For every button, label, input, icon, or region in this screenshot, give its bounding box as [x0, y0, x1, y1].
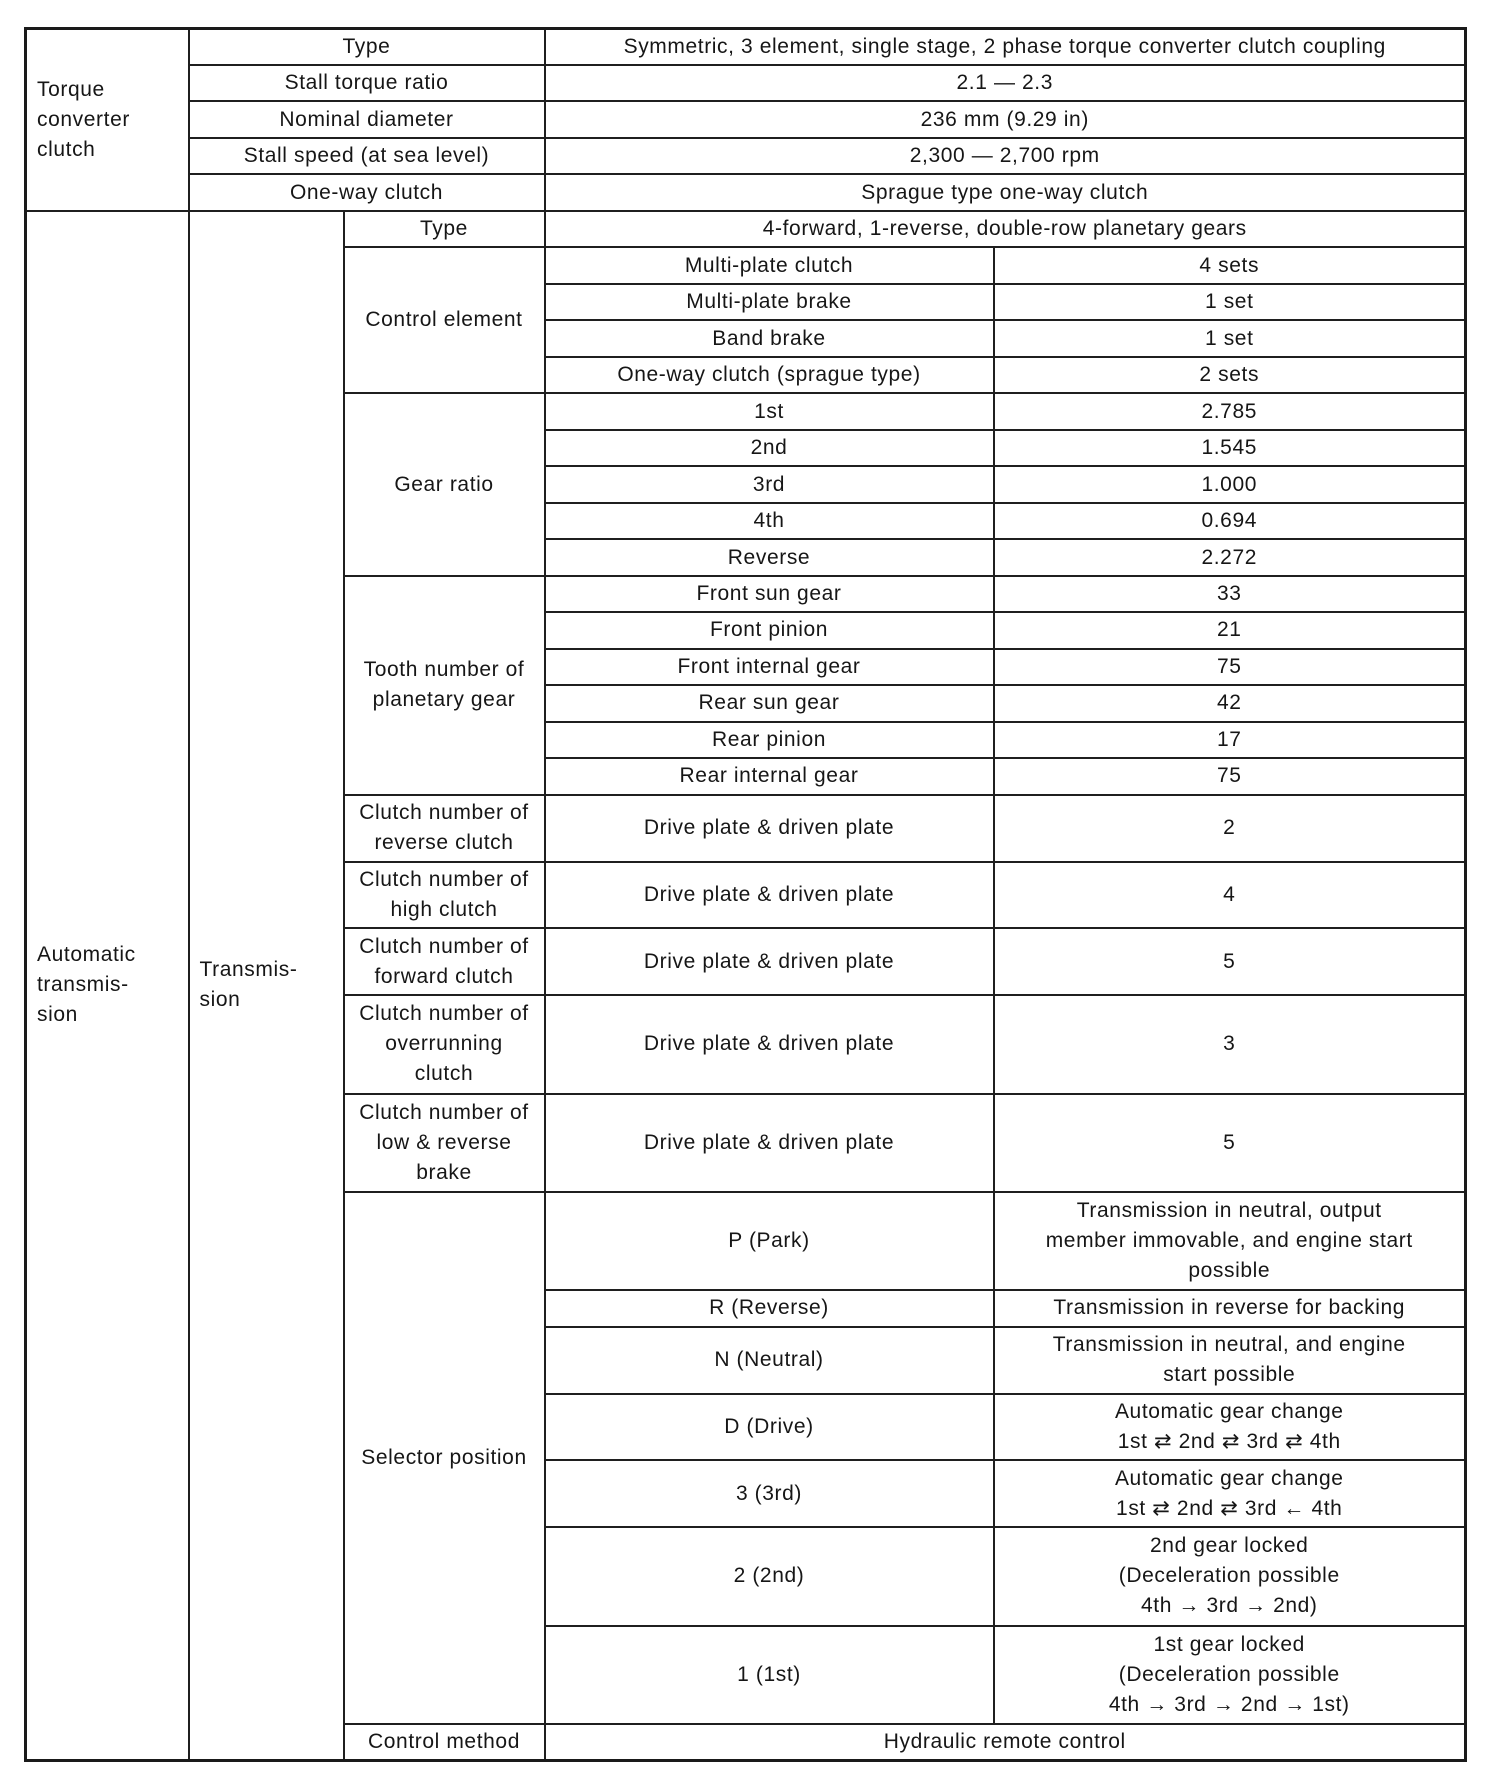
- spec-subitem-name: Drive plate & driven plate: [545, 862, 994, 929]
- spec-subitem-name: Rear pinion: [545, 722, 994, 758]
- spec-table-container: [24, 27, 1464, 1762]
- spec-item-label: Type: [344, 211, 545, 247]
- spec-subitem-name: 1st: [545, 393, 994, 429]
- spec-subitem-name: Front pinion: [545, 612, 994, 648]
- spec-subitem-value: 33: [994, 576, 1466, 612]
- spec-item-label: Type: [189, 29, 545, 65]
- spec-subitem-name: Drive plate & driven plate: [545, 995, 994, 1093]
- spec-subitem-value: 1st gear locked (Deceleration possible 4th → 3rd → 2nd → 1st): [994, 1626, 1466, 1724]
- spec-subitem-name: Band brake: [545, 320, 994, 356]
- spec-subitem-value: 1 set: [994, 320, 1466, 356]
- spec-subitem-value: 21: [994, 612, 1466, 648]
- spec-subitem-value: 1.545: [994, 430, 1466, 466]
- section-label-automatic-transmission: Automatic transmis- sion: [26, 211, 189, 1761]
- group-label-gear-ratio: Gear ratio: [344, 393, 545, 575]
- section-label-torque-converter: Torque converter clutch: [26, 29, 189, 211]
- spec-subitem-value: 0.694: [994, 503, 1466, 539]
- spec-item-value: Symmetric, 3 element, single stage, 2 phase torque converter clutch coupling: [545, 29, 1466, 65]
- spec-item-label: One-way clutch: [189, 174, 545, 210]
- spec-subitem-value: Transmission in neutral, and engine start possible: [994, 1327, 1466, 1394]
- group-label-clutch-number: Clutch number of low & reverse brake: [344, 1094, 545, 1192]
- spec-subitem-name: Multi-plate brake: [545, 284, 994, 320]
- spec-subitem-name: N (Neutral): [545, 1327, 994, 1394]
- spec-subitem-name: Drive plate & driven plate: [545, 1094, 994, 1192]
- spec-subitem-name: One-way clutch (sprague type): [545, 357, 994, 393]
- spec-subitem-name: D (Drive): [545, 1394, 994, 1461]
- spec-subitem-value: 4 sets: [994, 247, 1466, 283]
- spec-subitem-name: 1 (1st): [545, 1626, 994, 1724]
- group-label-clutch-number: Clutch number of forward clutch: [344, 928, 545, 995]
- spec-subitem-value: 2nd gear locked (Deceleration possible 4th → 3rd → 2nd): [994, 1527, 1466, 1625]
- spec-item-value: 2,300 — 2,700 rpm: [545, 138, 1466, 174]
- spec-subitem-name: 2nd: [545, 430, 994, 466]
- spec-subitem-name: 4th: [545, 503, 994, 539]
- group-label-clutch-number: Clutch number of reverse clutch: [344, 795, 545, 862]
- spec-item-value: Sprague type one-way clutch: [545, 174, 1466, 210]
- spec-subitem-value: 75: [994, 758, 1466, 794]
- spec-item-value: 4-forward, 1-reverse, double-row planetary gears: [545, 211, 1466, 247]
- spec-subitem-value: 2.272: [994, 539, 1466, 575]
- spec-subitem-name: Drive plate & driven plate: [545, 928, 994, 995]
- spec-subitem-value: 1.000: [994, 466, 1466, 502]
- table-row: [26, 65, 1466, 101]
- spec-item-label: Stall torque ratio: [189, 65, 545, 101]
- spec-subitem-value: 5: [994, 928, 1466, 995]
- spec-subitem-name: Reverse: [545, 539, 994, 575]
- spec-subitem-name: Drive plate & driven plate: [545, 795, 994, 862]
- spec-item-label: Stall speed (at sea level): [189, 138, 545, 174]
- spec-subitem-value: Transmission in reverse for backing: [994, 1290, 1466, 1326]
- group-label-clutch-number: Clutch number of high clutch: [344, 862, 545, 929]
- spec-subitem-value: Automatic gear change 1st ⇄ 2nd ⇄ 3rd ← 4th: [994, 1460, 1466, 1527]
- spec-item-value: Hydraulic remote control: [545, 1724, 1466, 1761]
- table-row: [26, 174, 1466, 210]
- table-row: [26, 138, 1466, 174]
- spec-subitem-value: 17: [994, 722, 1466, 758]
- group-label-tooth-number: Tooth number of planetary gear: [344, 576, 545, 795]
- spec-subitem-name: Rear internal gear: [545, 758, 994, 794]
- spec-table: [24, 27, 1467, 1762]
- table-row: [26, 101, 1466, 137]
- spec-item-label: Control method: [344, 1724, 545, 1761]
- spec-item-value: 2.1 — 2.3: [545, 65, 1466, 101]
- spec-subitem-value: 5: [994, 1094, 1466, 1192]
- spec-subitem-name: 3rd: [545, 466, 994, 502]
- spec-subitem-value: Transmission in neutral, output member immovable, and engine start possible: [994, 1192, 1466, 1290]
- spec-subitem-name: 2 (2nd): [545, 1527, 994, 1625]
- spec-subitem-name: Front internal gear: [545, 649, 994, 685]
- spec-item-label: Nominal diameter: [189, 101, 545, 137]
- subsection-label-transmission: Transmis- sion: [189, 211, 344, 1761]
- spec-item-value: 236 mm (9.29 in): [545, 101, 1466, 137]
- group-label-control-element: Control element: [344, 247, 545, 393]
- spec-subitem-name: Rear sun gear: [545, 685, 994, 721]
- spec-subitem-name: 3 (3rd): [545, 1460, 994, 1527]
- spec-subitem-value: 2: [994, 795, 1466, 862]
- spec-subitem-name: Multi-plate clutch: [545, 247, 994, 283]
- group-label-clutch-number: Clutch number of overrunning clutch: [344, 995, 545, 1093]
- spec-subitem-name: Front sun gear: [545, 576, 994, 612]
- spec-subitem-value: 3: [994, 995, 1466, 1093]
- table-row: [26, 29, 1466, 65]
- spec-subitem-value: 75: [994, 649, 1466, 685]
- spec-subitem-value: Automatic gear change 1st ⇄ 2nd ⇄ 3rd ⇄ 4th: [994, 1394, 1466, 1461]
- spec-subitem-name: R (Reverse): [545, 1290, 994, 1326]
- group-label-selector-position: Selector position: [344, 1192, 545, 1724]
- spec-subitem-value: 1 set: [994, 284, 1466, 320]
- spec-subitem-name: P (Park): [545, 1192, 994, 1290]
- spec-subitem-value: 2 sets: [994, 357, 1466, 393]
- spec-subitem-value: 4: [994, 862, 1466, 929]
- spec-subitem-value: 2.785: [994, 393, 1466, 429]
- spec-subitem-value: 42: [994, 685, 1466, 721]
- table-row: [26, 211, 1466, 247]
